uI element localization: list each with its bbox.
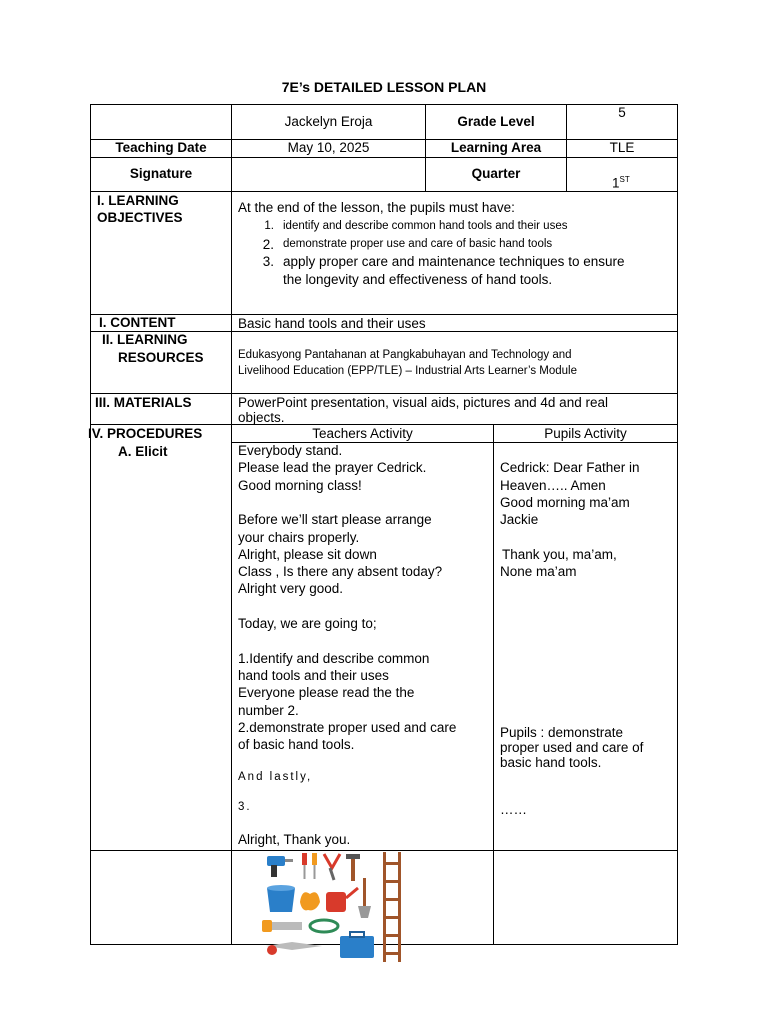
resources-label-line1: II. LEARNING bbox=[102, 332, 188, 347]
teachers-activity-header: Teachers Activity bbox=[312, 426, 413, 441]
resources-value-line2: Livelihood Education (EPP/TLE) – Industrial Arts Learner’s Module bbox=[238, 365, 578, 377]
screwdriver-icon bbox=[302, 853, 317, 879]
page-title: 7E’s DETAILED LESSON PLAN bbox=[281, 79, 487, 95]
teacher-three: 3. bbox=[238, 801, 252, 813]
pupil-line: Thank you, ma’am, bbox=[502, 546, 617, 562]
pupil-line: basic hand tools. bbox=[500, 755, 602, 770]
objective-text: identify and describe common hand tools and their uses bbox=[283, 220, 568, 232]
teacher-line: Before we’ll start please arrange bbox=[238, 512, 432, 528]
teacher-line: Alright very good. bbox=[238, 581, 344, 597]
teacher-name: Jackelyn Eroja bbox=[284, 114, 373, 129]
hand-tools-illustration bbox=[262, 850, 410, 962]
teacher-line: Alright, please sit down bbox=[238, 546, 377, 562]
teacher-line: Class , Is there any absent today? bbox=[238, 564, 443, 580]
saw-icon bbox=[262, 920, 302, 932]
objective-number: 3. bbox=[262, 254, 274, 269]
quarter-label: Quarter bbox=[471, 166, 521, 181]
hammer-icon bbox=[346, 854, 360, 881]
materials-value-line2: objects. bbox=[238, 410, 285, 425]
ladder-icon bbox=[383, 852, 401, 962]
learning-area-value: TLE bbox=[609, 140, 635, 155]
teacher-and-lastly: And lastly, bbox=[238, 771, 313, 783]
col-divider bbox=[493, 424, 494, 945]
teacher-line: Please lead the prayer Cedrick. bbox=[238, 460, 427, 476]
shovel-icon bbox=[358, 878, 371, 918]
toolbox-icon bbox=[340, 932, 374, 958]
watering-can-icon bbox=[326, 888, 358, 912]
materials-label: III. MATERIALS bbox=[95, 395, 192, 410]
pupil-line: Heaven….. Amen bbox=[500, 477, 606, 493]
objectives-intro: At the end of the lesson, the pupils must have: bbox=[238, 200, 515, 215]
shears-icon bbox=[266, 942, 322, 955]
pliers-icon bbox=[324, 854, 340, 880]
teacher-line: Today, we are going to; bbox=[238, 616, 377, 631]
objective-number: 2. bbox=[262, 237, 274, 252]
objectives-label-line1: I. LEARNING bbox=[97, 193, 179, 208]
pupil-line: None ma’am bbox=[500, 564, 577, 580]
signature-label: Signature bbox=[129, 166, 193, 181]
quarter-number: 1 bbox=[612, 175, 620, 191]
teacher-line: of basic hand tools. bbox=[238, 737, 355, 753]
pupil-dots: …… bbox=[500, 802, 527, 817]
objective-number: 1. bbox=[264, 220, 274, 232]
teacher-line: 1.Identify and describe common bbox=[238, 650, 430, 666]
resources-value-line1: Edukasyong Pantahanan at Pangkabuhayan and Technology and bbox=[238, 349, 572, 361]
teacher-line: Good morning class! bbox=[238, 477, 362, 493]
procedures-label: IV. PROCEDURES bbox=[88, 426, 203, 441]
teaching-date-label: Teaching Date bbox=[115, 140, 207, 155]
quarter-suffix: ST bbox=[619, 175, 630, 184]
grade-level-label: Grade Level bbox=[457, 114, 535, 129]
gloves-icon bbox=[300, 892, 320, 910]
materials-value-line1: PowerPoint presentation, visual aids, pictures and 4d and real bbox=[238, 395, 608, 410]
bucket-icon bbox=[267, 885, 295, 912]
learning-area-label: Learning Area bbox=[450, 140, 542, 155]
quarter-value bbox=[612, 171, 630, 192]
pupil-line: Jackie bbox=[500, 512, 539, 528]
pupil-line: Pupils : demonstrate bbox=[500, 725, 624, 740]
teacher-line: hand tools and their uses bbox=[238, 667, 389, 683]
teacher-line: number 2. bbox=[238, 702, 299, 718]
drill-icon bbox=[267, 856, 293, 877]
content-label: I. CONTENT bbox=[99, 315, 176, 330]
resources-label-line2: RESOURCES bbox=[118, 350, 204, 365]
table-border-right bbox=[677, 104, 678, 945]
row-divider bbox=[90, 157, 678, 158]
content-value: Basic hand tools and their uses bbox=[238, 316, 426, 331]
objective-text: demonstrate proper use and care of basic hand tools bbox=[283, 238, 553, 250]
objective-text: apply proper care and maintenance techniques to ensure bbox=[283, 254, 625, 269]
pupil-line: Good morning ma’am bbox=[500, 494, 630, 510]
table-border-left bbox=[90, 104, 91, 945]
elicit-label: A. Elicit bbox=[118, 444, 168, 459]
grade-level-value: 5 bbox=[618, 105, 626, 120]
teacher-line: 2.demonstrate proper used and care bbox=[238, 719, 457, 735]
teaching-date-value: May 10, 2025 bbox=[287, 140, 370, 155]
pupil-line: Cedrick: Dear Father in bbox=[500, 460, 640, 476]
pupil-line: proper used and care of bbox=[500, 740, 644, 755]
col-divider bbox=[231, 104, 232, 945]
teacher-line: Everyone please read the the bbox=[238, 685, 415, 701]
hose-icon bbox=[310, 920, 338, 932]
objective-text: the longevity and effectiveness of hand tools. bbox=[283, 272, 553, 287]
teacher-line: Everybody stand. bbox=[238, 443, 343, 458]
teacher-line: your chairs properly. bbox=[238, 529, 360, 545]
pupils-activity-header: Pupils Activity bbox=[544, 426, 627, 441]
teacher-thanks: Alright, Thank you. bbox=[238, 832, 351, 847]
objectives-label-line2: OBJECTIVES bbox=[97, 210, 183, 225]
